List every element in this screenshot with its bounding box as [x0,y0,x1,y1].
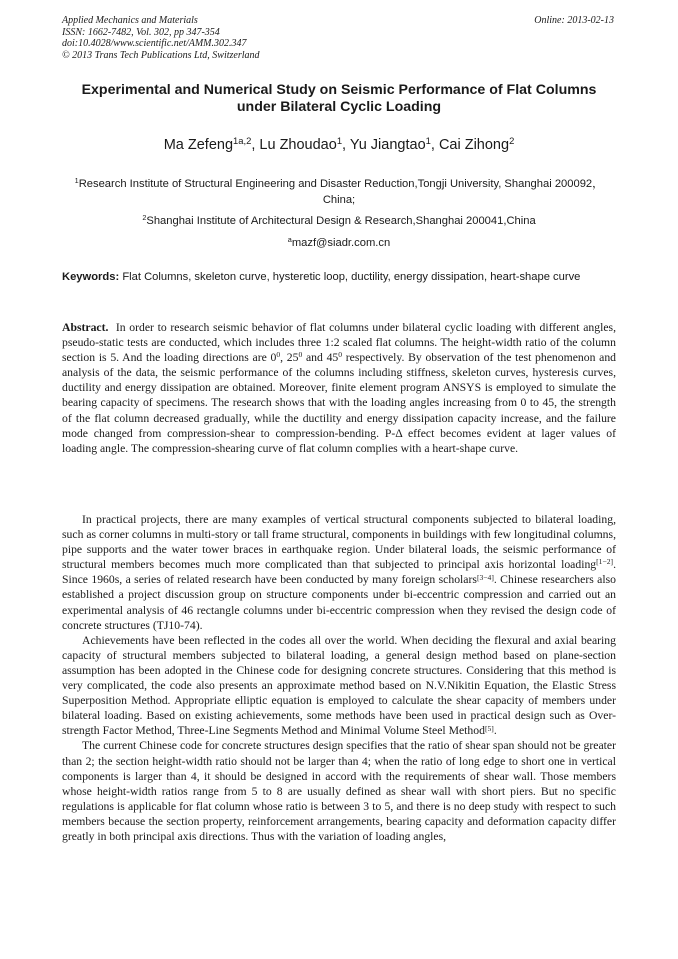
author-sup: 1 [425,135,431,147]
paper-title: Experimental and Numerical Study on Seismic Performance of Flat Columns under Bilateral Cyclic Loading [81,82,597,115]
abstract-paragraph [62,320,616,456]
online-date: Online: 2013-02-13 [534,15,614,26]
author-name: Yu Jiangtao [349,137,426,153]
doi-line: doi:10.4028/www.scientific.net/AMM.302.347 [62,38,247,49]
introduction [62,512,616,844]
affiliation-2 [62,213,616,229]
body-text: . [493,724,497,738]
abstract-text: , 25 [280,351,299,365]
abstract-text: In order to research seismic behavior of flat columns under bilateral cyclic loading with different angles, pseudo-static tests are conducted, which includes three 1:2 scaled flat columns. The height-width ratio of the column section is 5. And the loading directions are 0 [62,321,616,365]
degree-sup: 0 [276,350,281,360]
author-sup: 2 [509,135,515,147]
body-text: In practical projects, there are many examples of vertical structural components subjected to bilateral loading, such as corner columns in multi-story or tall frame structural, components in buildings with few longitudinal columns, pipe supports and the water tower braces in earthquake region. Under bilateral loads, the seismic performance of structural members becomes much more complicated than that subjected to principal axis horizontal loading [62,513,616,572]
body-text: Achievements have been reflected in the codes all over the world. When deciding the flexural and axial bearing capacity of structural members subjected to bilateral loading, a general design method based on plane-section assumption has been adopted in the Chinese code for designing concrete structures. Considering that this method is very complicated, the code also presents an approximate method based on N.V.Nikitin Equation, the Elastic Stress Superposition Method. Appropriate elliptic equation is employed to calculate the shear capacity of members under bilateral loading. Based on existing achievements, some methods have been used in practical design such as Over-strength Factor Method, Three-Line Segments Method and Minimal Volume Steel Method [62,633,616,738]
degree-sup: 0 [298,350,303,360]
affiliation-sup: 1 [74,176,79,186]
keywords-label: Keywords: [62,271,120,283]
author-name: Lu Zhoudao [259,137,337,153]
affiliation-text: Shanghai Institute of Architectural Design & Research,Shanghai 200041,China [146,215,536,227]
copyright-line: © 2013 Trans Tech Publications Ltd, Switzerland [62,49,260,61]
affiliation-1 [62,176,616,208]
author-name: Ma Zefeng [163,137,234,153]
author-list: Ma Zefeng$^{1a,2}$, Lu Zhoudao$^1$, Yu Jiangtao$^1$, Cai Zihong$^2$ [163,135,515,153]
abstract-text: and 45 [302,351,339,365]
body-text: . Chinese researchers also established a project discussion group on structure components under bi-eccentric compression and carried out an experimental analysis of 46 rectangle columns under bi-eccentric compression when they revised the design code of concrete structures (TJ10-74). [62,573,616,632]
affiliation-sup: 2 [142,213,147,223]
abstract-text: respectively. By observation of the test phenomenon and analysis of the data, the seismic performance of the columns including stiffness, skeleton curves, hysteresis curves, ductility and energy dissipation are obtained. Moreover, finite element program ANSYS is employed to simulate the bearing capacity of specimens. The research shows that with the loading angles increasing from 0 to 45, the strength of the flat column decreased gradually, while the ductility and energy dissipation capacity increase, and the failure mode changed from compression-shear to compression-bending. P-Δ effect becomes evident at lager values of loading angle. The compression-shearing curve of flat column complies with a heart-shape curve. [62,351,617,455]
abstract-label: Abstract. [62,321,109,334]
body-text: . Since 1960s, a series of related research have been conducted by many foreign scholars [62,558,616,587]
email-sup: a [287,235,292,245]
author-email [62,235,616,251]
abstract [62,320,616,456]
keywords-text: Flat Columns, skeleton curve, hysteretic loop, ductility, energy dissipation, heart-shape curve [122,271,581,283]
citation-sup: [3−4] [476,572,494,582]
intro-paragraph-3: The current Chinese code for concrete structures design specifies that the ratio of shear span should not be greater than 2; the section height-width ratio should not be larger than 4; when the ratio of long edge to short one in vertical components is larger than 4, it should be designed in accord with the requirements of shear wall. Those members whose height-width ratios range from 5 to 8 are usually defined as shear wall with short piers. But no specific regulations is applicable for flat column whose ratio is between 3 to 5, and there is no deep study with respect to such members because the section property, reinforcement arrangements, bearing capacity and deformation capacity differ greatly in both principal axis directions. Thus with the variation of loading angles, [62,739,616,843]
intro-paragraph-2 [62,633,616,739]
issn-line: ISSN: 1662-7482, Vol. 302, pp 347-354 [62,26,220,38]
affiliation-text: Research Institute of Structural Engineering and Disaster Reduction,Tongji University, Shanghai 200092，China; [78,178,604,206]
journal-name: Applied Mechanics and Materials [62,15,198,26]
author-sup: 1 [336,135,343,147]
citation-sup: [5] [484,723,494,733]
author-name: Cai Zihong [438,137,510,153]
journal-header [62,15,260,61]
citation-sup: [1−2] [596,557,614,567]
intro-paragraph-1 [62,512,616,633]
degree-sup: 0 [338,350,343,360]
author-sup: 1a,2 [233,135,252,147]
email-text: mazf@siadr.com.cn [291,237,391,249]
keywords [62,270,616,285]
